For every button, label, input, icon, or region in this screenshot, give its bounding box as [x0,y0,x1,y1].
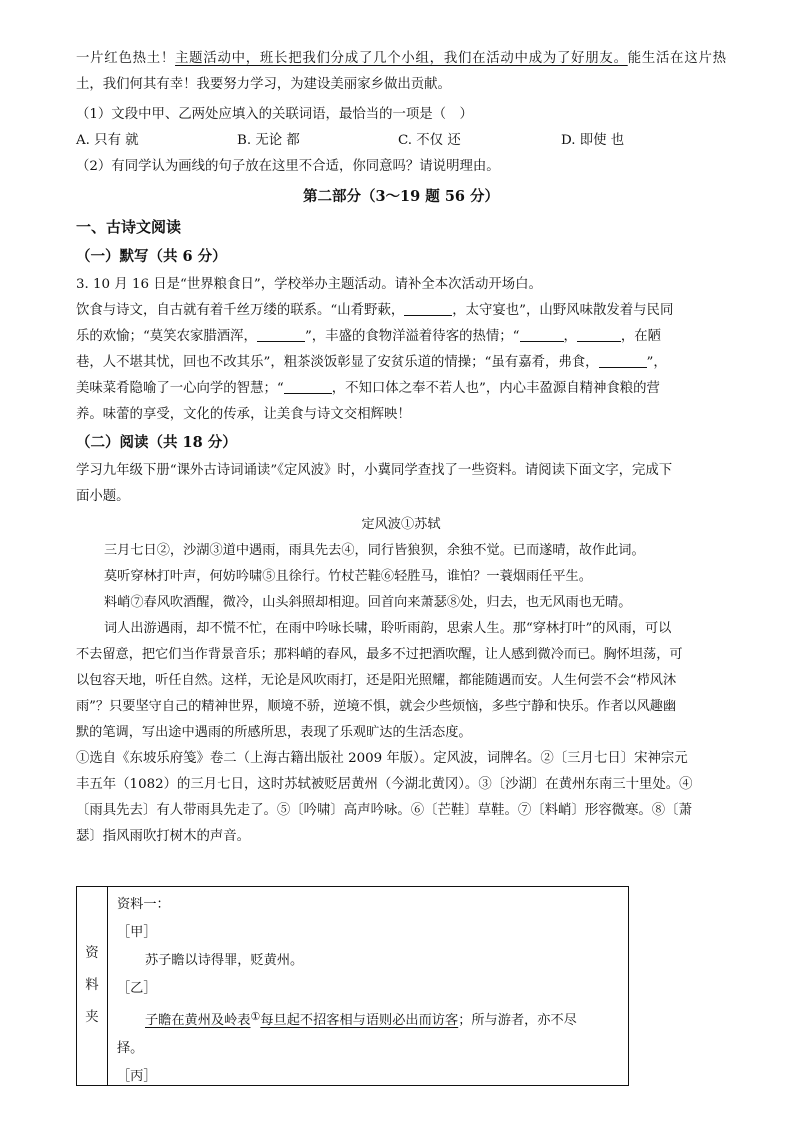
passage-line: 养。味蕾的享受，文化的传承，让美食与诗文交相辉映！ [76,407,411,422]
question-1: （1）文段中甲、乙两处应填入的关联词语，最恰当的一项是（ ） [76,107,473,122]
fill-blank[interactable] [599,353,647,368]
material-label: ［甲］ [117,925,157,940]
material-text: 择。 [117,1041,144,1056]
option-b: B. 无论 都 [237,133,300,148]
passage-line: 巷，人不堪其忧，回也不改其乐”，粗茶淡饭彰显了安贫乐道的情操；“虽有嘉肴，弗食， ”， [76,355,667,370]
commentary-line: 不去留意，把它们当作背景音乐；那料峭的春风，最多不过把酒吹醒，让人感到微冷而已。胸怀坦荡，可 [76,647,683,662]
part-title: 第二部分（3～19 题 56 分） [302,188,500,205]
fill-blank[interactable] [284,379,332,394]
poem-title: 定风波①苏轼 [361,517,441,532]
material-label: ［丙］ [117,1069,157,1084]
question-2: （2）有同学认为画线的句子放在这里不合适，你同意吗？请说明理由。 [76,159,500,174]
option-a: A. 只有 就 [76,133,139,148]
footnote-line: ①选自《东坡乐府笺》卷二（上海古籍出版社 2009 年版）。定风波，词牌名。②〔三月七日〕宋神宗元 [76,751,688,766]
footnote-line: 瑟〕指风雨吹打树木的声音。 [76,829,251,844]
option-c: C. 不仅 还 [398,133,461,148]
subsection-heading: （一）默写（共 6 分） [76,248,227,265]
reading-intro: 学习九年级下册“课外古诗词诵读”《定风波》时，小冀同学查找了一些资料。请阅读下面文字，完成下 [76,463,673,478]
fill-blank[interactable] [257,327,305,342]
footnote-line: 〔雨具先去〕有人带雨具先走了。⑤〔吟啸〕高声吟咏。⑥〔芒鞋〕草鞋。⑦〔料峭〕形容微寒。⑧〔萧 [76,803,692,818]
material-text: 苏子瞻以诗得罪，贬黄州。 [145,953,304,968]
material-label: ［乙］ [117,981,157,996]
passage-line: 土，我们何其有幸！我要努力学习，为建设美丽家乡做出贡献。 [76,77,451,92]
material-box [76,886,629,1086]
commentary-line: 以包容天地，听任自然。这样，无论是风吹雨打，还是阳光照耀，都能随遇而安。人生何尝不会“栉风沐 [76,673,677,688]
material-text: 子瞻在黄州及岭表①每旦起不招客相与语则必出而访客；所与游者，亦不尽 [145,1010,577,1028]
fill-blank[interactable] [577,327,621,342]
poem-preface: 三月七日②，沙湖③道中遇雨，雨具先去④，同行皆狼狈，余独不觉。已而遂晴，故作此词。 [104,543,645,558]
poem-stanza: 莫听穿林打叶声，何妨吟啸⑤且徐行。竹杖芒鞋⑥轻胜马，谁怕？一蓑烟雨任平生。 [104,569,592,584]
passage-line: 饮食与诗文，自古就有着千丝万缕的联系。“山肴野蔌， ，太守宴也”，山野风味散发着与民同 [76,303,674,318]
option-d: D. 即使 也 [561,133,625,148]
passage-line: 乐的欢愉；“莫笑农家腊酒浑， ”，丰盛的食物洋溢着待客的热情；“ ， ，在陋 [76,329,662,344]
exam-page [76,46,727,1084]
footnote-line: 丰五年（1082）的三月七日，这时苏轼被贬居黄州（今湖北黄冈）。③〔沙湖〕在黄州东南三十里处。④ [76,777,693,792]
reading-intro: 面小题。 [76,489,130,504]
material-box-label: 资 料 夹 [77,887,108,1085]
commentary-line: 雨”？只要坚守自己的精神世界，顺境不骄，逆境不惧，就会少些烦恼，多些宁静和快乐。作者以风趣幽 [76,699,677,714]
answer-options [76,128,726,154]
subsection-heading: （二）阅读（共 18 分） [76,434,237,451]
passage-line: 美味菜肴隐喻了一心向学的智慧；“ ，不知口体之奉不若人也”，内心丰盈源自精神食粮的营 [76,381,660,396]
material-heading: 资料一： [117,897,170,912]
section-heading: 一、古诗文阅读 [76,218,182,236]
fill-blank[interactable] [520,327,564,342]
material-box-body [117,891,618,1091]
commentary-line: 词人出游遇雨，却不慌不忙，在雨中吟咏长啸，聆听雨韵，思索人生。那“穿林打叶”的风雨，可以 [104,621,672,636]
underlined-sentence: 主题活动中，班长把我们分成了几个小组，我们在活动中成为了好朋友。 [175,51,628,66]
fill-blank[interactable] [404,301,452,316]
question-3: 3. 10 月 16 日是“世界粮食日”，学校举办主题活动。请补全本次活动开场白。 [76,277,542,292]
passage-line: 一片红色热土！主题活动中，班长把我们分成了几个小组，我们在活动中成为了好朋友。能生活在这片热 [76,51,727,66]
commentary-line: 默的笔调，写出途中遇雨的所感所思，表现了乐观旷达的生活态度。 [76,725,472,740]
poem-stanza: 料峭⑦春风吹酒醒，微冷，山头斜照却相迎。回首向来萧瑟⑧处，归去，也无风雨也无晴。 [104,595,632,610]
